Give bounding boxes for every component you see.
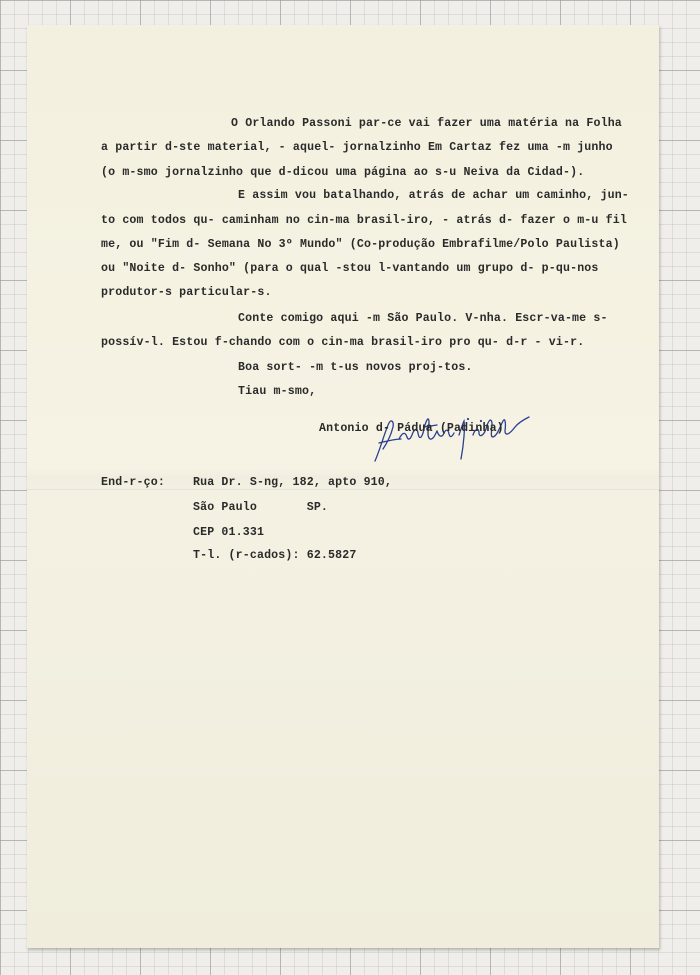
body-line: Conte comigo aqui -m São Paulo. V-nha. Escr-va-me s- <box>238 312 608 325</box>
address-street: Rua Dr. S-ng, 182, apto 910, <box>193 476 393 489</box>
letter-paper <box>27 25 659 948</box>
typed-signature: Antonio d- Pádua (Padinha) <box>319 422 504 435</box>
body-line: produtor-s particular-s. <box>101 286 272 299</box>
body-line: E assim vou batalhando, atrás de achar um caminho, jun- <box>238 189 629 202</box>
address-cep: CEP 01.331 <box>193 526 265 539</box>
address-phone: T-l. (r-cados): 62.5827 <box>193 549 357 562</box>
body-line: to com todos qu- caminham no cin-ma brasil-iro, - atrás d- fazer o m-u fil <box>101 214 627 227</box>
body-line: (o m-smo jornalzinho que d-dicou uma página ao s-u Neiva da Cidad-). <box>101 166 585 179</box>
body-line: Boa sort- -m t-us novos proj-tos. <box>238 361 473 374</box>
body-line: possív-l. Estou f-chando com o cin-ma brasil-iro pro qu- d-r - vi-r. <box>101 336 585 349</box>
handwritten-signature <box>369 409 534 469</box>
paper-fold <box>27 489 659 491</box>
address-city: São Paulo SP. <box>193 501 329 514</box>
body-line: O Orlando Passoni par-ce vai fazer uma matéria na Folha <box>231 117 622 130</box>
body-line: ou "Noite d- Sonho" (para o qual -stou l-vantando um grupo d- p-qu-nos <box>101 262 599 275</box>
body-line: me, ou "Fim d- Semana No 3º Mundo" (Co-produção Embrafilme/Polo Paulista) <box>101 238 620 251</box>
body-line: Tiau m-smo, <box>238 385 317 398</box>
address-label: End-r-ço: <box>101 476 165 489</box>
body-line: a partir d-ste material, - aquel- jornalzinho Em Cartaz fez uma -m junho <box>101 141 613 154</box>
